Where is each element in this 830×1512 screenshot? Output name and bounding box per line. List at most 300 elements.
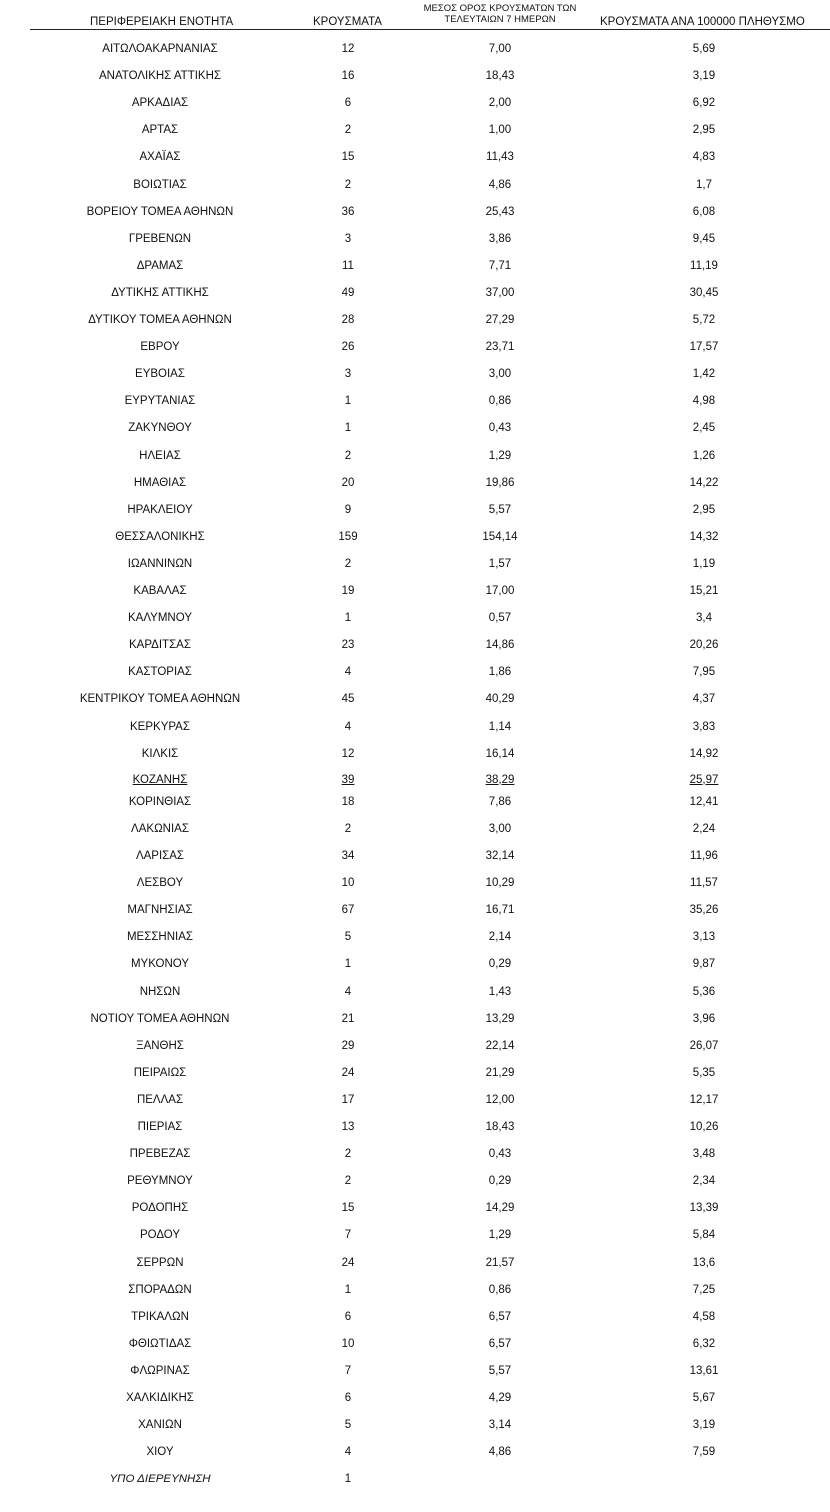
cases-cell-text: 5 bbox=[344, 1419, 352, 1432]
region-cell-text: ΔΥΤΙΚΗΣ ΑΤΤΙΚΗΣ bbox=[111, 286, 209, 299]
avg7-cell-text: 5,57 bbox=[488, 503, 512, 516]
region-cell-text: ΝΗΣΩΝ bbox=[139, 985, 181, 998]
avg7-cell-text: 5,57 bbox=[488, 1364, 512, 1377]
table-row bbox=[0, 1145, 830, 1163]
cases-cell-text: 1 bbox=[344, 612, 352, 625]
cases-cell bbox=[318, 1470, 378, 1488]
region-cell bbox=[60, 1226, 260, 1244]
per100k-cell bbox=[664, 718, 744, 736]
avg7-cell bbox=[460, 771, 540, 789]
region-cell bbox=[60, 1254, 260, 1272]
avg7-cell bbox=[460, 392, 540, 410]
per100k-cell-text: 2,34 bbox=[692, 1175, 716, 1188]
per100k-cell bbox=[664, 636, 744, 654]
cases-cell bbox=[318, 257, 378, 275]
cases-cell bbox=[318, 474, 378, 492]
per100k-cell bbox=[664, 847, 744, 865]
cases-cell bbox=[318, 555, 378, 573]
per100k-cell bbox=[664, 365, 744, 383]
region-cell bbox=[60, 955, 260, 973]
region-cell-text: ΕΥΒΟΙΑΣ bbox=[135, 368, 185, 381]
region-cell bbox=[60, 338, 260, 356]
table-row bbox=[0, 1091, 830, 1109]
cases-cell bbox=[318, 820, 378, 838]
region-cell bbox=[60, 636, 260, 654]
avg7-cell bbox=[460, 311, 540, 329]
table-row bbox=[0, 1335, 830, 1353]
cases-cell-text: 26 bbox=[341, 341, 355, 354]
region-cell bbox=[60, 793, 260, 811]
per100k-cell bbox=[664, 928, 744, 946]
region-cell-text: ΕΒΡΟΥ bbox=[140, 341, 180, 354]
region-cell bbox=[60, 474, 260, 492]
avg7-cell bbox=[460, 94, 540, 112]
region-cell-text: ΜΥΚΟΝΟΥ bbox=[130, 958, 190, 971]
avg7-cell bbox=[460, 1091, 540, 1109]
cases-cell-text: 45 bbox=[341, 693, 355, 706]
table-row bbox=[0, 311, 830, 329]
region-cell-text: ΛΑΚΩΝΙΑΣ bbox=[131, 822, 189, 835]
region-cell bbox=[60, 718, 260, 736]
per100k-cell-text: 3,13 bbox=[692, 931, 716, 944]
avg7-cell bbox=[460, 1145, 540, 1163]
avg7-cell bbox=[460, 793, 540, 811]
region-cell-text: ΕΥΡΥΤΑΝΙΑΣ bbox=[124, 395, 196, 408]
avg7-cell-text: 7,86 bbox=[488, 795, 512, 808]
region-cell-text: ΙΩΑΝΝΙΝΩΝ bbox=[127, 557, 193, 570]
per100k-cell-text: 30,45 bbox=[689, 286, 719, 299]
region-cell bbox=[60, 609, 260, 627]
per100k-cell bbox=[664, 1443, 744, 1461]
per100k-cell-text: 35,26 bbox=[689, 904, 719, 917]
per100k-cell bbox=[664, 392, 744, 410]
table-row bbox=[0, 1362, 830, 1380]
cases-cell-text: 9 bbox=[344, 503, 352, 516]
cases-cell-text: 24 bbox=[341, 1066, 355, 1079]
avg7-cell-text: 1,29 bbox=[488, 1229, 512, 1242]
avg7-cell-text: 27,29 bbox=[485, 314, 515, 326]
table-row bbox=[0, 1010, 830, 1028]
avg7-cell bbox=[460, 609, 540, 627]
region-cell bbox=[60, 1389, 260, 1407]
avg7-cell-text: 154,14 bbox=[482, 530, 518, 543]
per100k-cell-text: 1,7 bbox=[696, 178, 712, 191]
avg7-cell-text: 1,29 bbox=[488, 449, 512, 462]
per100k-cell-text: 4,37 bbox=[692, 693, 716, 706]
cases-cell-text: 3 bbox=[344, 232, 352, 245]
region-cell-text: ΒΟΡΕΙΟΥ ΤΟΜΕΑ ΑΘΗΝΩΝ bbox=[86, 205, 234, 218]
cases-cell bbox=[318, 1037, 378, 1055]
region-cell-text: ΧΙΟΥ bbox=[146, 1446, 174, 1459]
per100k-cell-text: 15,21 bbox=[689, 585, 719, 597]
avg7-cell bbox=[460, 121, 540, 139]
table-row bbox=[0, 148, 830, 166]
cases-cell bbox=[318, 718, 378, 736]
cases-cell bbox=[318, 901, 378, 919]
header-avg7 bbox=[416, 3, 584, 25]
avg7-cell-text: 7,71 bbox=[488, 259, 512, 272]
avg7-cell bbox=[460, 555, 540, 573]
per100k-cell-text: 4,58 bbox=[692, 1310, 716, 1323]
region-cell bbox=[60, 419, 260, 437]
header-avg7-line1: ΜΕΣΟΣ ΟΡΟΣ ΚΡΟΥΣΜΑΤΩΝ ΤΩΝ bbox=[423, 3, 577, 14]
table-row bbox=[0, 1443, 830, 1461]
avg7-cell bbox=[460, 874, 540, 892]
per100k-cell bbox=[664, 793, 744, 811]
region-cell bbox=[60, 928, 260, 946]
cases-cell bbox=[318, 928, 378, 946]
per100k-cell-text: 5,35 bbox=[692, 1066, 716, 1079]
per100k-cell bbox=[664, 1308, 744, 1326]
avg7-cell bbox=[460, 1335, 540, 1353]
cases-cell bbox=[318, 203, 378, 221]
avg7-cell bbox=[460, 1281, 540, 1299]
per100k-cell-text: 9,87 bbox=[692, 958, 716, 971]
per100k-cell bbox=[664, 1172, 744, 1190]
table-row bbox=[0, 1172, 830, 1190]
avg7-cell-text: 13,29 bbox=[485, 1012, 515, 1025]
table-row bbox=[0, 1064, 830, 1082]
table-header bbox=[0, 0, 830, 32]
avg7-cell-text: 2,00 bbox=[488, 97, 512, 110]
cases-cell-text: 2 bbox=[344, 124, 352, 137]
per100k-cell-text: 9,45 bbox=[692, 232, 716, 245]
per100k-cell bbox=[664, 1091, 744, 1109]
avg7-cell-text: 0,43 bbox=[488, 422, 512, 435]
per100k-cell-text: 3,83 bbox=[692, 720, 716, 733]
cases-cell bbox=[318, 874, 378, 892]
per100k-cell bbox=[664, 257, 744, 275]
cases-cell bbox=[318, 419, 378, 437]
per100k-cell bbox=[664, 983, 744, 1001]
avg7-cell-text: 11,43 bbox=[486, 151, 514, 164]
per100k-cell bbox=[664, 1118, 744, 1136]
region-cell bbox=[60, 1308, 260, 1326]
per100k-cell bbox=[664, 447, 744, 465]
region-cell bbox=[60, 1443, 260, 1461]
cases-cell-text: 10 bbox=[341, 877, 355, 890]
per100k-cell bbox=[664, 1064, 744, 1082]
avg7-cell-text: 3,14 bbox=[488, 1419, 512, 1432]
cases-cell-text: 16 bbox=[341, 70, 355, 83]
avg7-cell-text: 1,14 bbox=[488, 720, 512, 733]
region-cell-text: ΔΡΑΜΑΣ bbox=[136, 259, 184, 272]
cases-cell-text: 6 bbox=[344, 1310, 352, 1323]
per100k-cell bbox=[664, 419, 744, 437]
avg7-cell bbox=[460, 176, 540, 194]
cases-cell-text: 12 bbox=[341, 747, 355, 760]
cases-cell bbox=[318, 636, 378, 654]
table-row bbox=[0, 955, 830, 973]
region-cell-text: ΖΑΚΥΝΘΟΥ bbox=[128, 422, 192, 435]
region-cell bbox=[60, 1172, 260, 1190]
cases-cell bbox=[318, 1226, 378, 1244]
avg7-cell-text: 3,00 bbox=[488, 822, 512, 835]
region-cell-text: ΑΝΑΤΟΛΙΚΗΣ ΑΤΤΙΚΗΣ bbox=[98, 70, 221, 83]
cases-cell-text: 7 bbox=[344, 1364, 352, 1377]
per100k-cell bbox=[664, 230, 744, 248]
per100k-cell-text: 6,32 bbox=[692, 1337, 716, 1350]
cases-cell-text: 2 bbox=[344, 1148, 352, 1161]
avg7-cell-text: 7,00 bbox=[488, 43, 512, 55]
cases-cell-text: 4 bbox=[344, 666, 352, 679]
region-cell bbox=[60, 230, 260, 248]
cases-cell bbox=[318, 447, 378, 465]
table-row bbox=[0, 771, 830, 789]
avg7-cell-text: 0,86 bbox=[488, 395, 512, 408]
table-row bbox=[0, 555, 830, 573]
avg7-cell bbox=[460, 1199, 540, 1217]
cases-cell bbox=[318, 847, 378, 865]
cases-cell bbox=[318, 501, 378, 519]
avg7-cell-text: 2,14 bbox=[488, 931, 512, 944]
table-row bbox=[0, 1226, 830, 1244]
avg7-cell bbox=[460, 148, 540, 166]
table-row bbox=[0, 176, 830, 194]
region-cell bbox=[60, 1470, 260, 1488]
region-cell bbox=[60, 874, 260, 892]
cases-cell-text: 28 bbox=[341, 314, 355, 326]
per100k-cell-text: 11,96 bbox=[690, 850, 718, 862]
per100k-cell-text: 5,69 bbox=[692, 43, 716, 55]
avg7-cell bbox=[460, 257, 540, 275]
cases-cell bbox=[318, 365, 378, 383]
per100k-cell-text: 3,4 bbox=[696, 612, 712, 625]
region-cell-text: ΚΟΖΑΝΗΣ bbox=[132, 773, 188, 786]
region-cell bbox=[60, 901, 260, 919]
per100k-cell-text: 12,41 bbox=[689, 795, 719, 808]
per100k-cell bbox=[664, 284, 744, 302]
region-cell-text: ΒΟΙΩΤΙΑΣ bbox=[133, 178, 187, 191]
avg7-cell bbox=[460, 203, 540, 221]
avg7-cell-text: 12,00 bbox=[485, 1093, 515, 1106]
region-cell-text: ΞΑΝΘΗΣ bbox=[136, 1039, 184, 1052]
cases-cell bbox=[318, 1091, 378, 1109]
region-cell bbox=[60, 121, 260, 139]
cases-cell bbox=[318, 1145, 378, 1163]
table-row bbox=[0, 1416, 830, 1434]
cases-cell-text: 2 bbox=[344, 449, 352, 462]
cases-cell-text: 1 bbox=[344, 422, 352, 435]
avg7-cell bbox=[460, 419, 540, 437]
cases-cell bbox=[318, 338, 378, 356]
region-cell bbox=[60, 501, 260, 519]
avg7-cell-text: 14,29 bbox=[485, 1202, 515, 1215]
region-cell-text: ΦΛΩΡΙΝΑΣ bbox=[130, 1364, 190, 1377]
table-row bbox=[0, 474, 830, 492]
region-cell-text: ΦΘΙΩΤΙΔΑΣ bbox=[128, 1337, 192, 1350]
per100k-cell bbox=[664, 528, 744, 546]
cases-cell-text: 49 bbox=[341, 286, 355, 299]
avg7-cell-text: 1,00 bbox=[488, 124, 512, 137]
region-cell-text: ΠΙΕΡΙΑΣ bbox=[137, 1121, 183, 1133]
avg7-cell-text: 0,57 bbox=[488, 612, 512, 625]
cases-cell-text: 36 bbox=[341, 205, 355, 218]
avg7-cell bbox=[460, 501, 540, 519]
header-region: ΠΕΡΙΦΕΡΕΙΑΚΗ ΕΝΟΤΗΤΑ bbox=[90, 16, 234, 28]
per100k-cell bbox=[664, 1199, 744, 1217]
avg7-cell bbox=[460, 901, 540, 919]
header-cases: ΚΡΟΥΣΜΑΤΑ bbox=[313, 16, 382, 28]
table-row bbox=[0, 874, 830, 892]
cases-cell bbox=[318, 771, 378, 789]
region-cell-text: ΛΕΣΒΟΥ bbox=[136, 877, 184, 890]
avg7-cell-text: 0,29 bbox=[488, 958, 512, 971]
per100k-cell-text: 6,08 bbox=[692, 205, 716, 218]
avg7-cell bbox=[460, 338, 540, 356]
avg7-cell-text: 16,14 bbox=[485, 747, 515, 760]
table-row bbox=[0, 203, 830, 221]
table-row bbox=[0, 901, 830, 919]
region-cell bbox=[60, 365, 260, 383]
avg7-cell-text: 38,29 bbox=[485, 773, 515, 786]
cases-cell bbox=[318, 40, 378, 58]
cases-cell bbox=[318, 392, 378, 410]
region-cell-text: ΓΡΕΒΕΝΩΝ bbox=[128, 232, 192, 245]
per100k-cell-text: 7,59 bbox=[692, 1446, 716, 1459]
region-cell-text: ΚΑΛΥΜΝΟΥ bbox=[128, 612, 192, 625]
cases-cell-text: 4 bbox=[344, 720, 352, 733]
cases-cell bbox=[318, 793, 378, 811]
per100k-cell bbox=[664, 203, 744, 221]
avg7-cell bbox=[460, 663, 540, 681]
cases-cell bbox=[318, 1064, 378, 1082]
cases-cell-text: 19 bbox=[341, 585, 355, 597]
avg7-cell bbox=[460, 928, 540, 946]
avg7-cell bbox=[460, 745, 540, 763]
region-cell-text: ΔΥΤΙΚΟΥ ΤΟΜΕΑ ΑΘΗΝΩΝ bbox=[88, 314, 232, 326]
per100k-cell bbox=[664, 555, 744, 573]
avg7-cell bbox=[460, 230, 540, 248]
cases-cell bbox=[318, 148, 378, 166]
region-cell-text: ΣΠΟΡΑΔΩΝ bbox=[128, 1283, 192, 1296]
cases-cell-text: 15 bbox=[341, 151, 355, 164]
region-cell-text: ΧΑΛΚΙΔΙΚΗΣ bbox=[126, 1392, 194, 1404]
avg7-cell bbox=[460, 1308, 540, 1326]
avg7-cell-text: 1,43 bbox=[488, 985, 512, 998]
table-row bbox=[0, 1037, 830, 1055]
table-row bbox=[0, 1281, 830, 1299]
per100k-cell-text: 10,26 bbox=[689, 1121, 719, 1133]
avg7-cell-text: 25,43 bbox=[485, 205, 515, 218]
table-row bbox=[0, 928, 830, 946]
region-cell-text: ΘΕΣΣΑΛΟΝΙΚΗΣ bbox=[115, 530, 205, 543]
region-cell bbox=[60, 392, 260, 410]
cases-cell bbox=[318, 609, 378, 627]
avg7-cell bbox=[460, 955, 540, 973]
table-row bbox=[0, 121, 830, 139]
per100k-cell bbox=[664, 955, 744, 973]
cases-cell-text: 3 bbox=[344, 368, 352, 381]
cases-cell bbox=[318, 67, 378, 85]
avg7-cell bbox=[460, 636, 540, 654]
avg7-cell-text: 23,71 bbox=[485, 341, 515, 354]
cases-cell-text: 10 bbox=[341, 1337, 355, 1350]
cases-cell-text: 4 bbox=[344, 985, 352, 998]
region-cell bbox=[60, 203, 260, 221]
per100k-cell bbox=[664, 338, 744, 356]
header-avg7-line2: ΤΕΛΕΥΤΑΙΩΝ 7 ΗΜΕΡΩΝ bbox=[444, 14, 556, 25]
table-row bbox=[0, 230, 830, 248]
cases-cell bbox=[318, 176, 378, 194]
cases-cell-text: 15 bbox=[341, 1202, 355, 1215]
cases-cell bbox=[318, 582, 378, 600]
cases-cell bbox=[318, 1281, 378, 1299]
region-cell-text: ΚΑΒΑΛΑΣ bbox=[133, 585, 187, 597]
table-row bbox=[0, 663, 830, 681]
region-cell bbox=[60, 176, 260, 194]
avg7-cell-text: 4,29 bbox=[488, 1392, 512, 1404]
avg7-cell bbox=[460, 1064, 540, 1082]
region-cell bbox=[60, 847, 260, 865]
per100k-cell-text: 2,95 bbox=[692, 503, 716, 516]
per100k-cell-text: 5,36 bbox=[692, 985, 716, 998]
cases-cell bbox=[318, 1010, 378, 1028]
table-row bbox=[0, 501, 830, 519]
region-cell bbox=[60, 1037, 260, 1055]
avg7-cell-text: 0,43 bbox=[488, 1148, 512, 1161]
cases-cell bbox=[318, 1362, 378, 1380]
cases-cell-text: 21 bbox=[341, 1012, 355, 1025]
per100k-cell bbox=[664, 1389, 744, 1407]
cases-cell bbox=[318, 1172, 378, 1190]
avg7-cell-text: 16,71 bbox=[485, 904, 515, 917]
per100k-cell bbox=[664, 771, 744, 789]
per100k-cell-text: 2,24 bbox=[692, 822, 716, 835]
table-row bbox=[0, 1254, 830, 1272]
per100k-cell-text: 5,72 bbox=[692, 314, 716, 326]
region-cell bbox=[60, 690, 260, 708]
cases-cell bbox=[318, 745, 378, 763]
per100k-cell-text: 13,39 bbox=[689, 1202, 719, 1215]
region-cell bbox=[60, 40, 260, 58]
region-cell-text: ΜΕΣΣΗΝΙΑΣ bbox=[126, 931, 194, 944]
avg7-cell-text: 3,00 bbox=[488, 368, 512, 381]
avg7-cell-text: 10,29 bbox=[485, 877, 515, 890]
per100k-cell bbox=[664, 663, 744, 681]
region-cell bbox=[60, 1199, 260, 1217]
table-row bbox=[0, 718, 830, 736]
per100k-cell-text: 1,42 bbox=[692, 368, 716, 381]
per100k-cell-text: 2,95 bbox=[692, 124, 716, 137]
region-cell-text: ΡΟΔΟΥ bbox=[139, 1229, 181, 1242]
avg7-cell bbox=[460, 582, 540, 600]
per100k-cell-text: 26,07 bbox=[689, 1039, 719, 1052]
table-row bbox=[0, 820, 830, 838]
table-row bbox=[0, 1118, 830, 1136]
region-cell bbox=[60, 983, 260, 1001]
avg7-cell bbox=[460, 1010, 540, 1028]
avg7-cell bbox=[460, 1172, 540, 1190]
region-cell-text: ΗΜΑΘΙΑΣ bbox=[133, 476, 187, 489]
table-row bbox=[0, 1308, 830, 1326]
region-cell-text: ΚΑΡΔΙΤΣΑΣ bbox=[129, 639, 191, 652]
cases-cell-text: 159 bbox=[338, 530, 358, 543]
table-row bbox=[0, 690, 830, 708]
avg7-cell-text: 22,14 bbox=[485, 1039, 515, 1052]
table-row bbox=[0, 1389, 830, 1407]
avg7-cell-text: 1,86 bbox=[488, 666, 512, 679]
region-cell-text: ΥΠΟ ΔΙΕΡΕΥΝΗΣΗ bbox=[109, 1473, 211, 1486]
region-cell-text: ΑΡΤΑΣ bbox=[141, 124, 179, 137]
table-row bbox=[0, 582, 830, 600]
per100k-cell bbox=[664, 1335, 744, 1353]
table-row bbox=[0, 609, 830, 627]
cases-cell-text: 20 bbox=[341, 476, 355, 489]
avg7-cell-text: 0,86 bbox=[488, 1283, 512, 1296]
cases-cell bbox=[318, 690, 378, 708]
per100k-cell bbox=[664, 1362, 744, 1380]
